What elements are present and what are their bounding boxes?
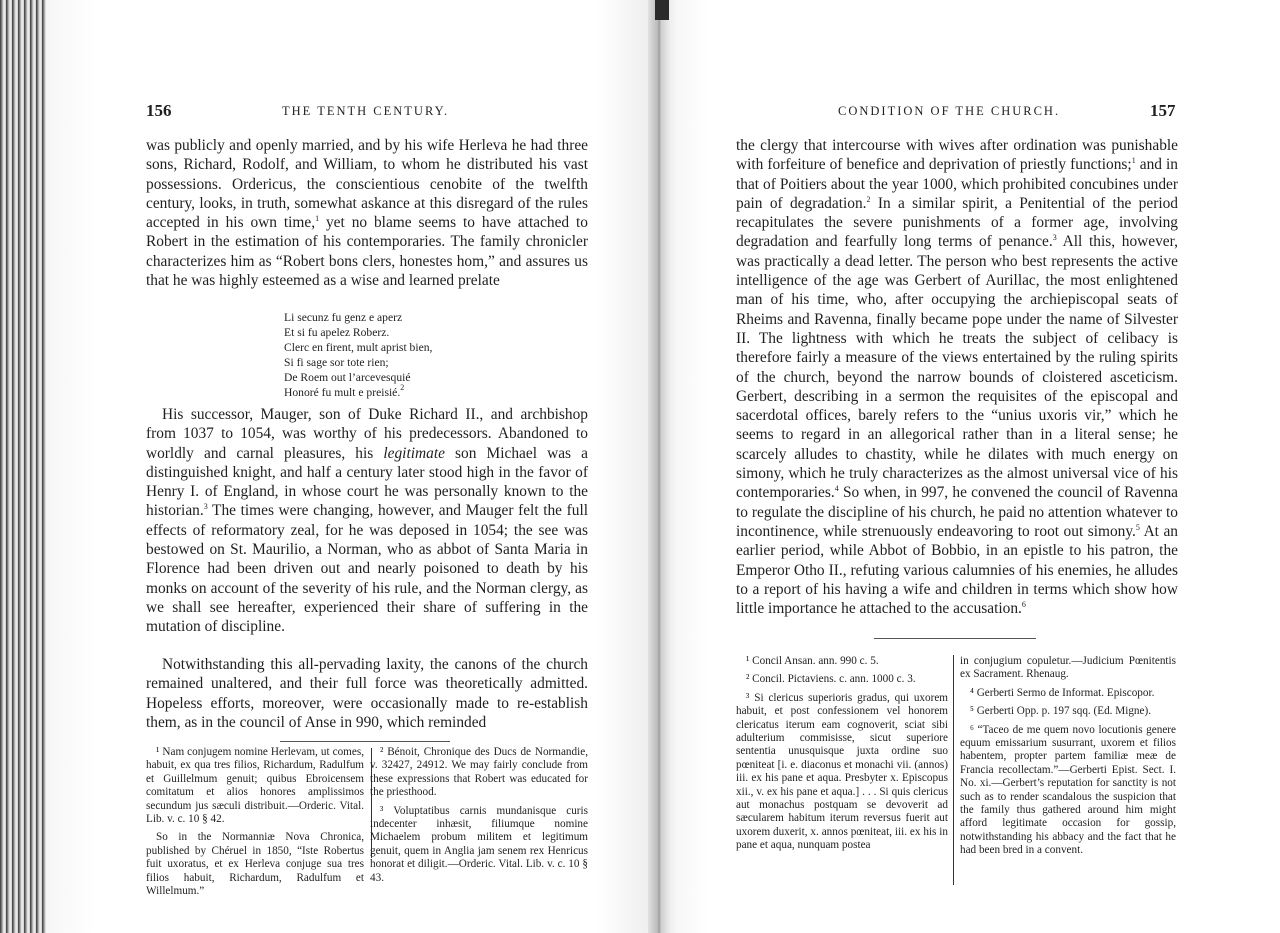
footnote: ¹ Nam conjugem nomine Herlevam, ut comes, habuit, ex qua tres filios, Richardum, Radulfum et Guillelmum genuit; quibus Ebroicensem comitatum et alios honores amplissimos secundum jus sæculi distribuit.—Orderic. Vital. Lib. v. c. 10 § 42. bbox=[146, 746, 364, 826]
page-number-right: 157 bbox=[1150, 101, 1176, 120]
footnote-rule-right bbox=[874, 638, 1036, 639]
paragraph-3: Notwithstanding this all-pervading laxity, the canons of the church remained unaltered, and their full force was theoretically admitted. Hopeless efforts, moreover, were occasionally made to re-establish them, as in the council of Anse in 990, which reminded bbox=[146, 656, 588, 731]
footnote: ⁶ “Taceo de me quem novo locutionis genere equum emissarium susurrant, uxorem et filios habentem, propter partem familiæ meæ de Francia recollectam.”—Gerberti Epist. Sect. I. No. xi.—Gerbert’s reputation for sanctity is not such as to render scandalous the suspicion that the family thus gathered around him might afford legitimate occasion for gossip, notwithstanding his abbacy and the fact that he had been bred in a convent. bbox=[960, 723, 1176, 857]
left-body-middle bbox=[146, 405, 588, 637]
footnotes-left-col1 bbox=[146, 746, 364, 903]
footnote: ² Bénoit, Chronique des Ducs de Normandie, v. 32427, 24912. We may fairly conclude from these expressions that Robert was educated for the priesthood. bbox=[370, 746, 588, 799]
verse-line: Clerc en firent, mult aprist bien, bbox=[284, 341, 433, 355]
footnotes-right-col1 bbox=[736, 655, 948, 858]
left-body-bottom bbox=[146, 655, 588, 732]
page-number-left: 156 bbox=[146, 101, 172, 120]
left-body-top bbox=[146, 136, 588, 290]
verse-line: De Roem out l’arcevesquié bbox=[284, 371, 411, 385]
running-head-right: CONDITION OF THE CHURCH. bbox=[838, 104, 1061, 118]
footnote: ⁵ Gerberti Opp. p. 197 sqq. (Ed. Migne). bbox=[970, 705, 1152, 718]
paragraph-1: was publicly and openly married, and by his wife Herleva he had three sons, Richard, Rodolf, and William, to whom he distributed his vast possessions. Ordericus, the conscientious cenobite of the twelfth century, looks, in truth, somewhat askance at this disregard of the rules accepted in his own time,$^1$ yet no blame seems to have attached to Robert in the estimation of his contemporaries. The family chronicler characterizes him as “Robert bons clers, honestes hom,” and assures us that he was highly esteemed as a wise and learned prelate bbox=[146, 137, 588, 290]
verse-line: Si fi sage sor tote rien; bbox=[284, 356, 389, 370]
paragraph-2: His successor, Mauger, son of Duke Richard II., and archbishop from 1037 to 1054, was worthy of his predecessors. Abandoned to worldly and carnal pleasures, his legitimate son Michael was a distinguished knight, and half a century later stood high in the favor of Henry I. of England, in whose court he was personally known to the historian.$^3$ The times were changing, however, and Mauger felt the full effects of reformatory zeal, for he was deposed in 1054; the see was bestowed on St. Maurilio, a Norman, who as abbot of Santa Maria in Florence had been driven out and nearly poisoned to death by his monks on account of the severity of his rule, and the Norman clergy, as we shall see hereafter, experienced their share of suffering in the mutation of discipline. bbox=[146, 406, 588, 636]
running-head-left: THE TENTH CENTURY. bbox=[282, 104, 450, 118]
footnotes-right-col2 bbox=[960, 655, 1176, 863]
verse-line: Li secunz fu genz e aperz bbox=[284, 311, 403, 324]
verse-line: Et si fu apelez Roberz. bbox=[284, 326, 390, 340]
footnote: So in the Normanniæ Nova Chronica, published by Chéruel in 1850, “Iste Robertus fuit uxoratus, et ex Herleva conjuge sua tres filios habuit, Richardum, Radulfum et Willelmum.” bbox=[146, 831, 364, 898]
book-gutter bbox=[648, 0, 670, 933]
footnote: ³ Si clericus superioris gradus, qui uxorem habuit, et post confessionem vel honorem clericatus iterum eam cognoverit, sciat sibi adulterium commisisse, sicut superiore sententia unusquisque juxta ordine suo pœniteat [i. e. diaconus et monachi vii. (annos) iii. ex his pane et aqua. Presbyter x. Episcopus xii., v. ex his pane et aqua.] . . . Si quis clericus aut monachus postquam se devoverit ad sæcularem habitum iterum reversus fuerit aut uxorem duxerit, x. annos pœniteat, iii. ex his in pane et aqua, nunquam postea bbox=[736, 691, 948, 852]
footnote-rule-left bbox=[280, 741, 450, 742]
gutter-shadow bbox=[655, 0, 669, 20]
right-body bbox=[736, 136, 1178, 618]
footnote: ¹ Concil Ansan. ann. 990 c. 5. bbox=[746, 655, 879, 667]
footnote: in conjugium copuletur.—Judicium Pœnitentis ex Sacrament. Rhenaug. bbox=[960, 655, 1176, 681]
verse-line: Honoré fu mult e preisié.$^2$ bbox=[284, 383, 405, 400]
book-fore-edge bbox=[0, 0, 46, 933]
footnote: ⁴ Gerberti Sermo de Informat. Episcopor. bbox=[970, 686, 1155, 699]
verse-quotation bbox=[284, 310, 432, 401]
footnote: ³ Voluptatibus carnis mundanisque curis indecenter inhæsit, filiumque nomine Michaelem probum militem et legitimum genuit, quem in Anglia jam senem rex Henricus honorat et diligit.—Orderic. Vital. Lib. v. c. 10 § 43. bbox=[370, 804, 588, 884]
footnotes-left-col2 bbox=[370, 746, 588, 890]
footnote-divider-right bbox=[953, 655, 954, 885]
right-paragraph: the clergy that intercourse with wives after ordination was punishable with forfeiture of benefice and deprivation of priestly functions;$^1$ and in that of Poitiers about the year 1000, which prohibited concubines under pain of degradation.$^2$ In a similar spirit, a Penitential of the period recapitulates the severe punishments of a former age, involving degradation and fearfully long terms of penance.$^3$ All this, however, was practically a dead letter. The person who best represents the active intelligence of the age was Gerbert of Aurillac, the most enlightened man of his time, who, after occupying the archiepiscopal seats of Rheims and Ravenna, finally became pope under the name of Silvester II. The lightness with which he treats the subject of celibacy is therefore fairly a measure of the views entertained by the ruling spirits of the church, beyond the narrow bounds of cloistered asceticism. Gerbert, describing in a sermon the requisites of the episcopal and sacerdotal offices, barely refers to the “unius uxoris vir,” which he seems to regard in an allegorical rather than in a literal sense; he scarcely alludes to chastity, while he dilates with much energy on simony, which he truly characterizes as the almost universal vice of his contemporaries.$^4$ So when, in 997, he convened the council of Ravenna to regulate the discipline of his church, he paid no attention whatever to incontinence, while strenuously endeavoring to root out simony.$^5$ At an earlier period, while Abbot of Bobbio, in an epistle to his patron, the Emperor Otho II., refuting various calumnies of his enemies, he alludes to a report of his having a wife and children in terms which show how little importance he attached to the accusation.$^6$ bbox=[736, 137, 1179, 618]
footnote: ² Concil. Pictaviens. c. ann. 1000 c. 3. bbox=[746, 673, 916, 686]
